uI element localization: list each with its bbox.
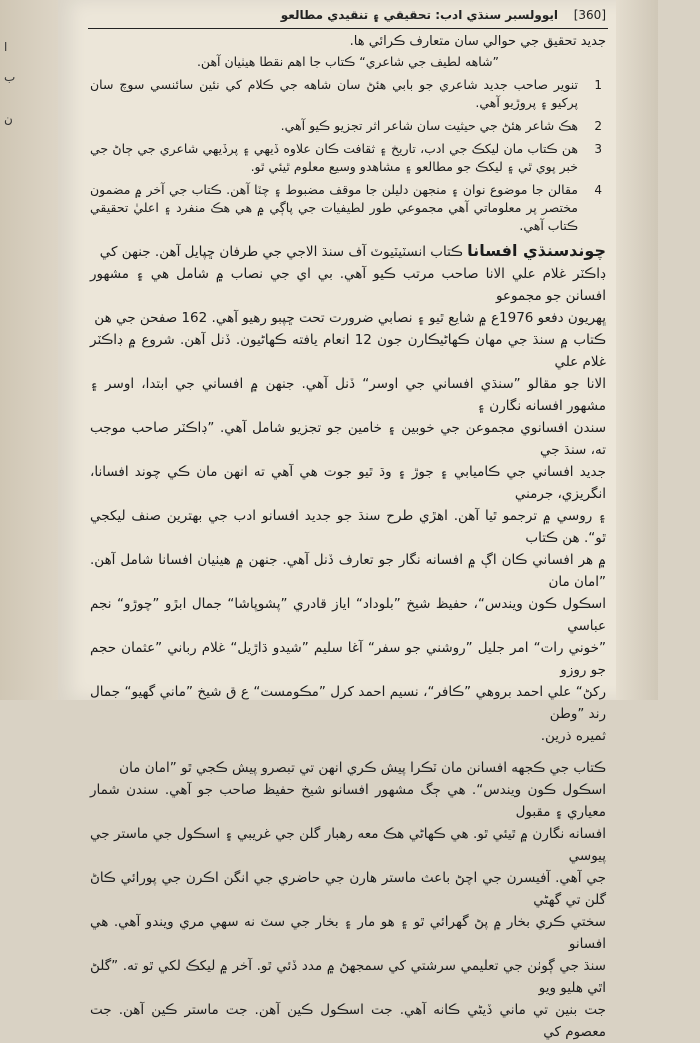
section-heading-line [90, 240, 606, 263]
list-item [90, 76, 602, 112]
text-line: ۽ روسي ۾ ترجمو ٿيا آهن. اهڙي طرح سنڌ جو جديد افسانو ادب جي بهترين صنف ليکجي ٿو“. هن ڪتاب [90, 508, 606, 546]
list-item [90, 181, 602, 235]
book-page [58, 0, 658, 1040]
text-line: سختي ڪري بخار ۾ پڻ گهرائي ٿو ۽ هو مار ۽ بخار جي سٽ نه سهي مري ويندو آهي. هي افسانو [90, 914, 606, 952]
text-line: ڊاڪٽر غلام علي الانا صاحب مرتب ڪيو آهي. بي اي جي نصاب ۾ شامل هي ۽ مشهور افسانن جو مجموعو [90, 266, 606, 304]
paragraph-gap [90, 747, 606, 757]
text-line: سنڌ جي ڳوٺن جي تعليمي سرشتي کي سمجهڻ ۾ مدد ڏئي ٿو. آخر ۾ ليکڪ لکي ٿو ته. ”گلڻ اٿي هليو ويو [90, 958, 606, 996]
list-number: 2 [594, 119, 602, 133]
text-line: ۾ هر افساني ڪان اڳ ۾ افسانه نگار جو تعارف ڏنل آهي. جنهن ۾ هيٺيان افسانا شامل آهن. ”امان مان [90, 552, 606, 590]
page-header [88, 8, 608, 29]
text-line: سندن افسانوي مجموعن جي خوبين ۽ خامين جو تجزيو شامل آهي. ”ڊاڪٽر صاحب موجب ته، سنڌ جي [90, 420, 606, 458]
text-line: جت بنين تي ماني ڏيڻي ڪانه آهي. جت اسڪول ڪين آهن. جت ماستر ڪين آهن. جت معصوم کي [90, 1002, 606, 1040]
text-line: ثميره ذرين. [540, 728, 606, 744]
section-heading-rest: ڪتاب انسٽيٽيوٽ آف سنڌ الاجي جي طرفان ڇپايل آهن. جنهن کي [99, 244, 463, 260]
intro-line: جديد تحقيق جي حوالي سان متعارف ڪرائي ها. [349, 34, 606, 49]
list-item-text: هن ڪتاب مان ليکڪ جي ادب، تاريخ ۽ ثقافت ڪان علاوه ڏيهي ۽ پرڏيهي شاعري جي ڄاڻ جي خبر پوي ٿي ۽ ليکڪ جو مطالعو ۽ مشاهدو وسيع معلوم ٿيئي ٿو. [90, 141, 578, 174]
adjacent-page-strip [0, 0, 58, 700]
list-item [90, 117, 602, 135]
text-line: ڀهريون دفعو 1976ع ۾ شايع ٿيو ۽ نصابي ضرورت تحت ڇپبو رهيو آهي. 162 صفحن جي هن [94, 310, 606, 326]
numbered-list [90, 76, 606, 235]
section-heading: چوندسنڌي افسانا [467, 241, 606, 260]
page-number: [360] [573, 8, 606, 22]
text-line: جديد افساني جي ڪاميابي ۽ جوڙ ۽ وڌ ٿيو جوت هي آهي ته انهن مان ڪي چوند افسانا، انگريزي، جرمني [90, 464, 606, 502]
text-line: اسڪول ڪون ويندس“. هي ڄگ مشهور افسانو شيخ حفيظ صاحب جو آهي. سندن شمار معياري ۽ مقبول [90, 782, 606, 820]
text-line: اسڪول ڪون ويندس“، حفيظ شيخ ”بلوداد“ اياز قادري ”پشوپاشا“ جمال ابڙو ”چوڙو“ نجم عباسي [90, 596, 606, 634]
margin-mark: ن [4, 112, 13, 126]
list-item-text: مقالن جا موضوع نوان ۽ منجهن دليلن جا موقف مضبوط ۽ چٽا آهن. ڪتاب جي آخر ۾ مضمون مختصر پر معلوماتي آهي مجموعي طور لطيفيات جي پاڳي ۾ هي هڪ منفرد ۽ اعليٰ تحقيقي ڪتاب آهي. [90, 182, 578, 233]
list-item-text: تنوير صاحب جديد شاعري جو بابي هئڻ سان شاهه جي ڪلام کي نئين سائنسي سوچ سان پرکيو ۽ پروڙيو آهي. [90, 77, 578, 110]
running-head: ايوولسبر سنڌي ادب: تحقيقي ۽ تنقيدي مطالعو [280, 8, 558, 22]
intro-quote: ”شاهه لطيف جي شاعري“ ڪتاب جا اهم نقطا هيٺيان آهن. [196, 54, 500, 69]
text-line: ڪتاب جي ڪجهه افسانن مان ٽڪرا پيش ڪري انهن تي تبصرو پيش ڪجي ٿو ”امان مان [119, 760, 606, 776]
text-line: ”خوني رات“ امر جليل ”روشني جو سفر“ آغا سليم ”شيدو ڌاڙيل“ غلام رباني ”عثمان حجم جو روزو [90, 640, 606, 678]
page-edge [616, 0, 658, 700]
list-number: 4 [594, 183, 602, 197]
list-item-text: هڪ شاعر هئڻ جي حيثيت سان شاعر اثر تجزيو ڪيو آهي. [280, 118, 578, 133]
text-line: رکڻ“ علي احمد بروهي ”ڪافر“، نسيم احمد کرل ”مڪومست“ ع ق شيخ ”ماني گهيو“ جمال رند ”وطن [90, 684, 606, 722]
list-number: 3 [594, 142, 602, 156]
margin-mark: ا [4, 40, 8, 54]
margin-mark: ب [4, 70, 16, 84]
list-number: 1 [594, 78, 602, 92]
list-item [90, 140, 602, 176]
text-line: ڪتاب ۾ سنڌ جي مهان ڪهاڻيڪارن جون 12 انعام يافته ڪهاڻيون. ڏنل آهن. شروع ۾ ڊاڪٽر غلام علي [90, 332, 606, 370]
text-line: جي آهي. آفيسرن جي اچڻ باعث ماستر هارن جي حاضري جي انگن اڪرن جي پورائي ڪاڻ گلن تي گهڻي [90, 870, 606, 908]
text-line: الانا جو مقالو ”سنڌي افساني جي اوسر“ ڏنل آهي. جنهن ۾ افساني جي ابتدا، اوسر ۽ مشهور افسانه نگارن ۽ [90, 376, 606, 414]
text-line: افسانه نگارن ۾ ٿيئي ٿو. هي ڪهاڻي هڪ معه رهبار گلن جي غريبي ۽ اسڪول جي ماستر جي پيوسي [90, 826, 606, 864]
body-text [90, 32, 606, 1043]
